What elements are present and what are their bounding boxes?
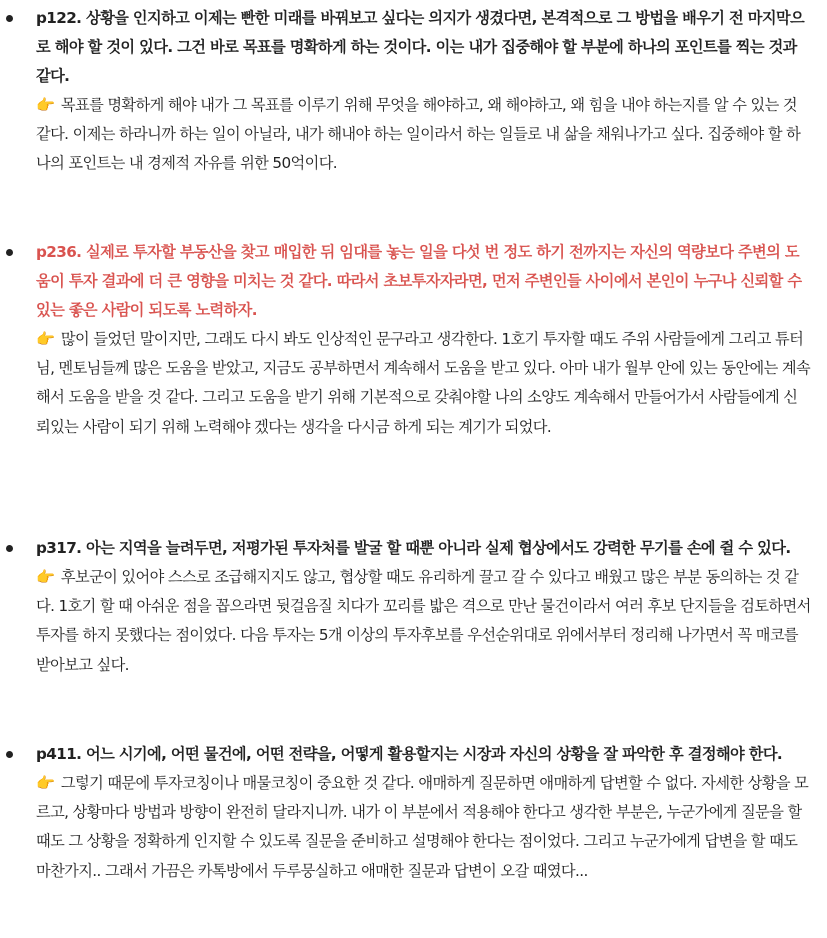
pointing-hand-icon: 👉: [36, 330, 55, 348]
quote-text-highlighted: p236. 실제로 투자할 부동산을 찾고 매입한 뒤 임대를 놓는 일을 다섯 번 정도 하기 전까지는 자신의 역량보다 주변의 도움이 투자 결과에 더 큰 영향을 미치는 것 같다. 따라서 초보투자자라면, 먼저 주변인들 사이에서 본인이 누구나 신뢰할 수 있는 좋은 사람이 되도록 노력하자.: [36, 243, 802, 319]
list-item: [36, 238, 811, 442]
bullet-dot: [6, 751, 13, 758]
bullet-dot: [6, 15, 13, 22]
comment-text: [36, 91, 811, 179]
pointing-hand-icon: 👉: [36, 774, 55, 792]
pointing-hand-icon: 👉: [36, 568, 55, 586]
list-item: [36, 534, 811, 680]
quote-text: p317. 아는 지역을 늘려두면, 저평가된 투자처를 발굴 할 때뿐 아니라 실제 협상에서도 강력한 무기를 손에 쥘 수 있다.: [36, 539, 791, 557]
list-item: [36, 4, 811, 179]
bullet-dot: [6, 545, 13, 552]
comment-text: [36, 563, 811, 680]
quote-text: p122. 상황을 인지하고 이제는 빤한 미래를 바꿔보고 싶다는 의지가 생겼다면, 본격적으로 그 방법을 배우기 전 마지막으로 해야 할 것이 있다. 그건 바로 목표를 명확하게 하는 것이다. 이는 내가 집중해야 할 부분에 하나의 포인트를 찍는 것과 같다.: [36, 9, 805, 85]
comment-body: 그렇기 때문에 투자코칭이나 매물코칭이 중요한 것 같다. 애매하게 질문하면 애매하게 답변할 수 없다. 자세한 상황을 모르고, 상황마다 방법과 방향이 완전히 달라지니까. 내가 이 부분에서 적용해야 한다고 생각한 부분은, 누군가에게 질문을 할 때도 그 상황을 정확하게 인지할 수 있도록 질문을 준비하고 설명해야 한다는 점이었다. 그리고 누군가에게 답변을 할 때도 마찬가지.. 그래서 가끔은 카톡방에서 두루뭉실하고 애매한 질문과 답변이 오갈 때였다...: [36, 774, 809, 880]
list-item: [36, 740, 811, 886]
bullet-dot: [6, 249, 13, 256]
comment-body: 후보군이 있어야 스스로 조급해지지도 않고, 협상할 때도 유리하게 끌고 갈 수 있다고 배웠고 많은 부분 동의하는 것 같다. 1호기 할 때 아쉬운 점을 꼽으라면 뒷걸음질 치다가 꼬리를 밟은 격으로 만난 물건이라서 여러 후보 단지들을 검토하면서 투자를 하지 못했다는 점이었다. 다음 투자는 5개 이상의 투자후보를 우선순위대로 위에서부터 정리해 나가면서 꼭 매코를 받아보고 싶다.: [36, 568, 811, 674]
pointing-hand-icon: 👉: [36, 96, 55, 114]
quote-text: p411. 어느 시기에, 어떤 물건에, 어떤 전략을, 어떻게 활용할지는 시장과 자신의 상황을 잘 파악한 후 결정해야 한다.: [36, 745, 783, 763]
comment-body: 목표를 명확하게 해야 내가 그 목표를 이루기 위해 무엇을 해야하고, 왜 해야하고, 왜 힘을 내야 하는지를 알 수 있는 것 같다. 이제는 하라니까 하는 일이 아닐라, 내가 해내야 하는 일이라서 하는 일들로 내 삶을 채워나가고 싶다. 집중해야 할 하나의 포인트는 내 경제적 자유를 위한 50억이다.: [36, 96, 801, 173]
comment-body: 많이 들었던 말이지만, 그래도 다시 봐도 인상적인 문구라고 생각한다. 1호기 투자할 때도 주위 사람들에게 그리고 튜터님, 멘토님들께 많은 도움을 받았고, 지금도 공부하면서 계속해서 도움을 받고 있다. 아마 내가 월부 안에 있는 동안에는 계속해서 도움을 받을 것 같다. 그리고 도움을 받기 위해 기본적으로 갖춰야할 나의 소양도 계속해서 만들어가서 사람들에게 신뢰있는 사람이 되기 위해 노력해야 겠다는 생각을 다시금 하게 되는 계기가 되었다.: [36, 330, 811, 436]
comment-text: [36, 325, 811, 442]
comment-text: [36, 769, 811, 886]
